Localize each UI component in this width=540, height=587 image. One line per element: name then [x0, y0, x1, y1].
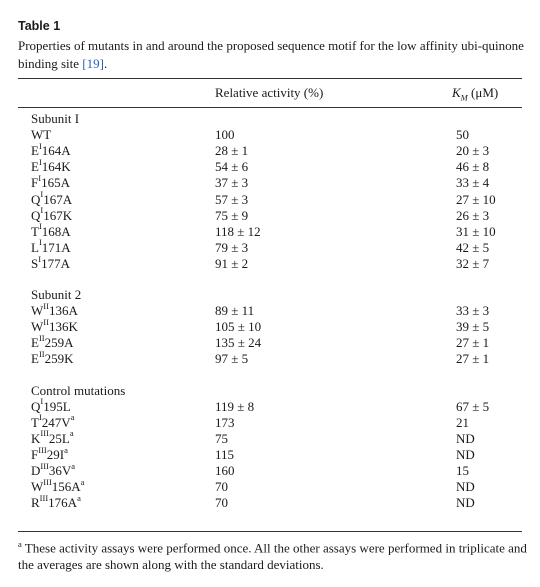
km-value: 32 ± 7 [456, 255, 490, 271]
km-value: 21 [456, 414, 469, 430]
header-rule [18, 107, 522, 108]
bottom-rule [18, 531, 522, 532]
mutant-residue: W [31, 319, 44, 335]
mutant-position: 259K [44, 351, 74, 367]
mutant-residue: W [31, 303, 44, 319]
relative-activity-value: 100 [215, 127, 235, 143]
mutant-residue: T [31, 414, 39, 430]
mutant-residue: D [31, 463, 41, 478]
km-value: 20 ± 3 [456, 143, 490, 159]
section-heading: Control mutations [31, 382, 126, 398]
mutant-name [31, 253, 70, 272]
mutant-position: 195L [43, 398, 71, 414]
relative-activity-value: 160 [215, 463, 235, 478]
relative-activity-value: 75 ± 9 [215, 207, 249, 223]
mutant-residue: Q [31, 398, 41, 414]
mutant-residue: F [31, 446, 39, 462]
mutant-position: 156A [51, 479, 81, 495]
km-value: 27 ± 1 [456, 335, 490, 351]
mutant-position: 165A [41, 175, 70, 191]
mutant-residue: Q [31, 191, 41, 207]
mutant-residue: E [31, 159, 39, 175]
mutant-residue: S [31, 255, 39, 271]
mutant-subunit-superscript: II [43, 300, 49, 311]
mutant-subunit-superscript: III [40, 460, 49, 471]
mutant-residue: L [31, 239, 39, 255]
mutant-position: 247V [41, 414, 71, 430]
mutant-residue: E [31, 351, 39, 367]
mutant-name [31, 205, 73, 224]
km-value: 15 [456, 463, 469, 478]
km-value: 39 ± 5 [456, 319, 490, 335]
caption-text: Properties of mutants in and around the proposed sequence motif for the low affinity ubi-quinone binding site [18, 38, 524, 71]
footnote-mark: a [18, 539, 22, 549]
km-value: 33 ± 3 [456, 303, 490, 319]
top-rule [18, 78, 522, 79]
mutant-subunit-superscript: I [38, 253, 42, 264]
table-footnote [18, 536, 528, 573]
mutant-name [31, 412, 75, 431]
section-heading: Subunit 2 [31, 287, 82, 302]
mutant-residue: T [31, 223, 39, 239]
relative-activity-value: 91 ± 2 [215, 255, 249, 271]
mutant-position: 171A [41, 239, 71, 255]
mutant-position: 36V [48, 463, 72, 478]
mutant-name [31, 156, 71, 175]
footnote-ref: a [70, 412, 75, 423]
relative-activity-value: 173 [215, 414, 235, 430]
mutant-subunit-superscript: I [38, 140, 42, 151]
relative-activity-value: 70 [215, 495, 228, 511]
km-value: 50 [456, 127, 469, 143]
km-value: ND [456, 479, 475, 495]
table-caption [18, 37, 524, 72]
relative-activity-value: 118 ± 12 [215, 223, 261, 239]
mutant-position: 136K [48, 319, 78, 335]
relative-activity-value: 105 ± 10 [215, 319, 262, 335]
mutant-position: 167A [43, 191, 73, 207]
relative-activity-value: 70 [215, 479, 228, 495]
mutant-residue: R [31, 495, 40, 511]
km-value: 67 ± 5 [456, 398, 490, 414]
km-value: ND [456, 430, 475, 446]
wild-type-label: WT [31, 127, 52, 143]
km-value: 27 ± 1 [456, 351, 490, 367]
relative-activity-value: 97 ± 5 [215, 351, 249, 367]
mutant-residue: K [31, 430, 41, 446]
mutant-subunit-superscript: I [40, 189, 44, 200]
km-value: 42 ± 5 [456, 239, 490, 255]
mutant-position: 164A [41, 143, 71, 159]
mutant-name [31, 175, 70, 191]
mutant-name [31, 300, 78, 319]
mutant-position: 164K [41, 159, 71, 175]
km-value: ND [456, 495, 475, 511]
relative-activity-value: 54 ± 6 [215, 159, 249, 175]
relative-activity-value: 135 ± 24 [215, 335, 262, 351]
header-relative-activity: Relative activity (%) [215, 85, 324, 100]
mutant-name [31, 351, 74, 367]
table-title: Table 1 [18, 19, 61, 33]
mutant-position: 167K [43, 207, 73, 223]
mutant-residue: E [31, 143, 39, 159]
relative-activity-value: 28 ± 1 [215, 143, 249, 159]
km-value: 27 ± 10 [456, 191, 496, 207]
mutant-subunit-superscript: III [40, 428, 49, 439]
section-heading: Subunit I [31, 111, 80, 126]
mutant-position: 25L [48, 430, 70, 446]
mutant-position: 259A [44, 335, 74, 351]
mutant-name [31, 237, 71, 256]
mutant-residue: Q [31, 207, 41, 223]
km-value: ND [456, 446, 475, 462]
mutant-name [31, 460, 76, 479]
caption-reference-link[interactable]: [19] [82, 55, 104, 71]
header-km-unit: (μM) [467, 85, 499, 100]
mutant-subunit-superscript: III [39, 492, 49, 503]
mutant-subunit-superscript: I [38, 221, 42, 232]
mutant-subunit-superscript: III [38, 444, 47, 455]
mutant-subunit-superscript: III [43, 476, 52, 487]
mutant-subunit-superscript: I [40, 205, 44, 216]
relative-activity-value: 89 ± 11 [215, 303, 255, 319]
relative-activity-value: 37 ± 3 [215, 175, 249, 191]
footnote-ref: a [77, 492, 81, 503]
mutant-subunit-superscript: I [38, 173, 42, 184]
mutant-subunit-superscript: I [38, 237, 42, 248]
header-km [452, 85, 498, 103]
mutant-name [31, 444, 68, 463]
footnote-ref: a [64, 444, 68, 455]
km-value: 33 ± 4 [456, 175, 490, 191]
footnote-ref: a [80, 476, 85, 487]
mutant-name [31, 140, 71, 159]
footnote-ref: a [69, 428, 74, 439]
relative-activity-value: 119 ± 8 [215, 398, 255, 414]
km-value: 46 ± 8 [456, 159, 490, 175]
mutant-residue: F [31, 175, 39, 191]
mutant-position: 168A [41, 223, 71, 239]
mutant-position: 29I [46, 446, 65, 462]
mutant-name [31, 492, 81, 511]
relative-activity-value: 79 ± 3 [215, 239, 249, 255]
mutant-position: 136A [48, 303, 78, 319]
mutant-subunit-superscript: I [38, 156, 42, 167]
mutant-subunit-superscript: II [43, 316, 49, 327]
footnote-text: These activity assays were performed once. All the other assays were performed in triplicate and the averages are shown along with the standard deviations. [18, 540, 527, 573]
km-value: 26 ± 3 [456, 207, 490, 223]
mutant-subunit-superscript: II [38, 332, 45, 343]
mutant-residue: W [31, 479, 44, 495]
mutant-position: 176A [48, 495, 78, 511]
header-km-symbol: K [452, 85, 461, 100]
mutant-subunit-superscript: II [38, 349, 45, 360]
mutant-name [31, 396, 71, 415]
header-km-subscript: M [460, 92, 468, 103]
mutant-subunit-superscript: I [40, 396, 44, 407]
relative-activity-value: 115 [215, 446, 235, 462]
mutant-subunit-superscript: I [38, 412, 42, 423]
mutant-position: 177A [41, 255, 70, 271]
mutant-residue: E [31, 335, 39, 351]
mutant-name [31, 189, 73, 208]
mutant-name [31, 221, 71, 240]
relative-activity-value: 75 [215, 430, 228, 446]
mutant-name [31, 332, 74, 351]
km-value: 31 ± 10 [456, 223, 496, 239]
caption-end: . [103, 55, 108, 71]
relative-activity-value: 57 ± 3 [215, 191, 249, 207]
footnote-ref: a [71, 460, 76, 471]
